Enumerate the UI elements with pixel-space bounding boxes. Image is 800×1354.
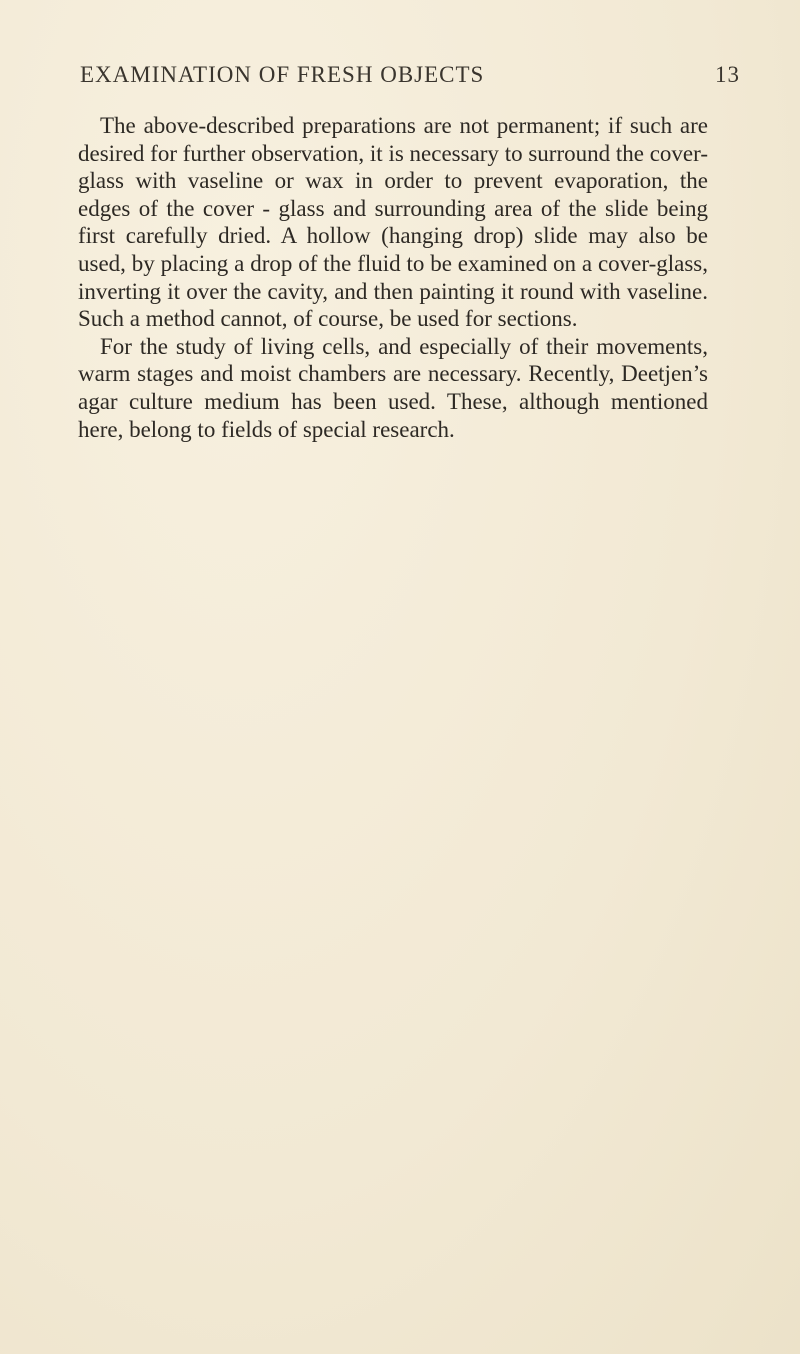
- paragraph: For the study of living cells, and especially of their movements, warm stages and moist chambers are necessary. Recently, Deetjen’s agar culture medium has been used. These, although mentioned here, belong to fields of special research.: [78, 333, 708, 442]
- running-head: [80, 62, 740, 92]
- running-title: EXAMINATION OF FRESH OBJECTS: [80, 62, 485, 87]
- page-number: 13: [715, 62, 740, 87]
- body-text: [78, 112, 708, 443]
- paragraph: The above-described preparations are not permanent; if such are desired for further observation, it is necessary to surround the cover-glass with vaseline or wax in order to prevent evaporation, the edges of the cover - glass and surrounding area of the slide being first carefully dried. A hollow (hanging drop) slide may also be used, by placing a drop of the fluid to be examined on a cover-glass, inverting it over the cavity, and then painting it round with vaseline. Such a method cannot, of course, be used for sections.: [78, 113, 708, 332]
